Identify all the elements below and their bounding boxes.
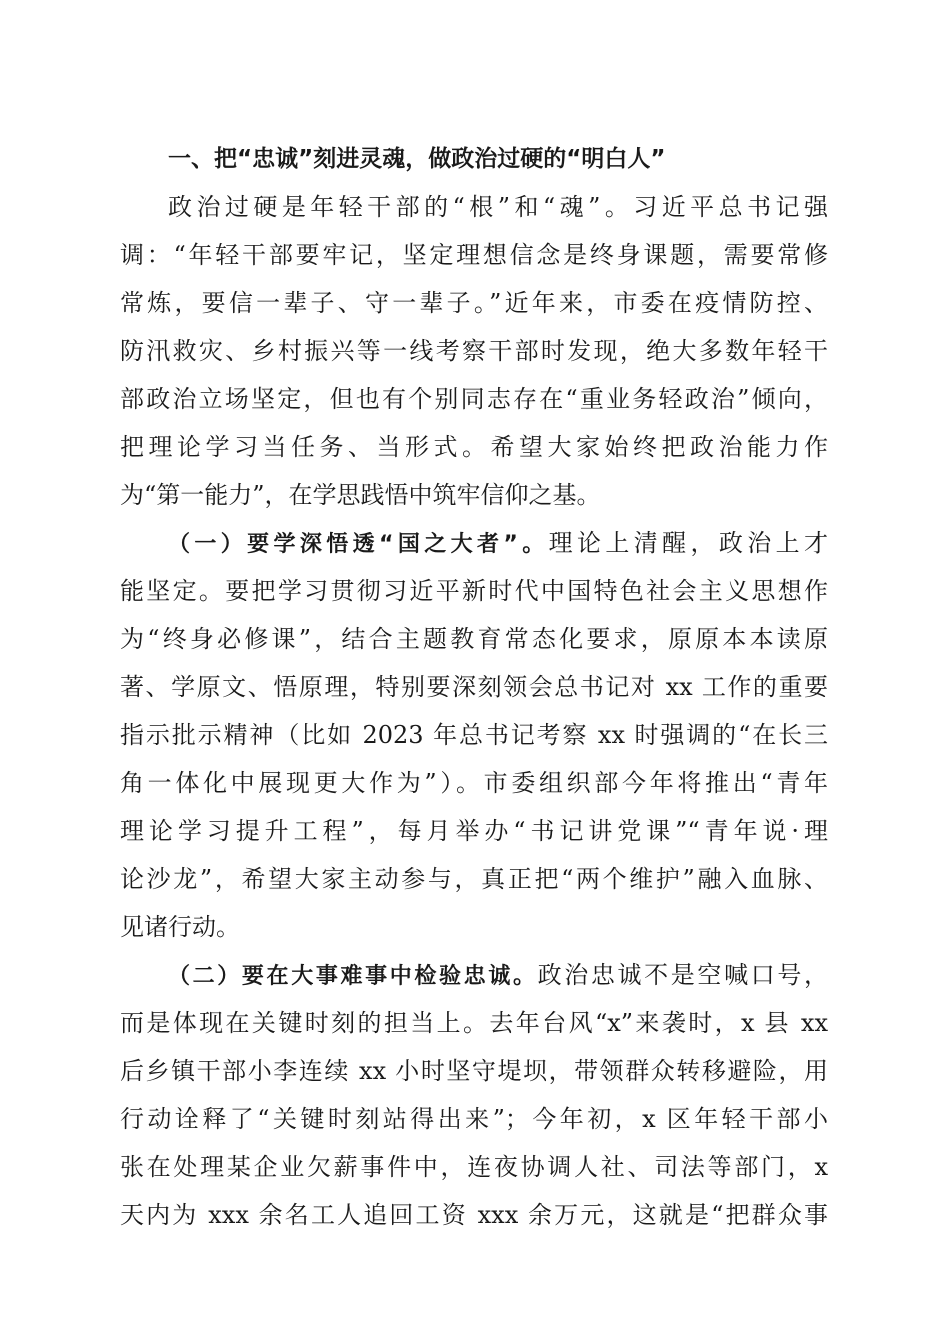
text-line: 能坚定。要把学习贯彻习近平新时代中国特色社会主义思想作 xyxy=(120,577,828,605)
subsection-heading: （一）要学深悟透“国之大者”。 xyxy=(168,532,549,557)
text-fragment: 理论上清醒，政治上才 xyxy=(548,529,828,557)
text-line xyxy=(120,519,828,567)
text-line: 部政治立场坚定，但也有个别同志存在“重业务轻政治”倾向， xyxy=(120,385,828,413)
text-line: 把理论学习当任务、当形式。希望大家始终把政治能力作 xyxy=(120,433,828,461)
subsection-heading: （二）要在大事难事中检验忠诚。 xyxy=(168,964,538,989)
paragraph-3 xyxy=(120,951,828,1239)
document-body xyxy=(120,135,828,1239)
text-line: 调：“年轻干部要牢记，坚定理想信念是终身课题，需要常修 xyxy=(120,241,828,269)
text-line xyxy=(120,951,828,999)
section-heading: 一、把“忠诚”刻进灵魂，做政治过硬的“明白人” xyxy=(168,146,666,172)
paragraph-2 xyxy=(120,519,828,951)
text-line: 论沙龙”，希望大家主动参与，真正把“两个维护”融入血脉、 xyxy=(120,865,828,893)
text-fragment: 政治忠诚不是空喊口号， xyxy=(537,961,828,989)
text-line: 指示批示精神（比如 2023 年总书记考察 xx 时强调的“在长三 xyxy=(120,721,828,749)
text-line: 为“第一能力”，在学思践悟中筑牢信仰之基。 xyxy=(120,481,601,509)
text-line: 防汛救灾、乡村振兴等一线考察干部时发现，绝大多数年轻干 xyxy=(120,337,828,365)
text-line: 著、学原文、悟原理，特别要深刻领会总书记对 xx 工作的重要 xyxy=(120,673,828,701)
text-line: 常炼，要信一辈子、守一辈子。”近年来，市委在疫情防控、 xyxy=(120,289,828,317)
paragraph-1 xyxy=(120,183,828,519)
text-line: 角一体化中展现更大作为”）。市委组织部今年将推出“青年 xyxy=(120,769,828,797)
text-line: 行动诠释了“关键时刻站得出来”；今年初，x 区年轻干部小 xyxy=(120,1105,828,1133)
text-line: 理论学习提升工程”，每月举办“书记讲党课”“青年说·理 xyxy=(120,817,828,845)
text-line: 而是体现在关键时刻的担当上。去年台风“x”来袭时，x 县 xx xyxy=(120,1009,828,1037)
text-line: 天内为 xxx 余名工人追回工资 xxx 余万元，这就是“把群众事 xyxy=(120,1201,828,1229)
text-line: 见诸行动。 xyxy=(120,913,240,941)
text-line: 张在处理某企业欠薪事件中，连夜协调人社、司法等部门，x xyxy=(120,1153,828,1181)
text-line: 后乡镇干部小李连续 xx 小时坚守堤坝，带领群众转移避险，用 xyxy=(120,1057,828,1085)
text-line: 政治过硬是年轻干部的“根”和“魂”。习近平总书记强 xyxy=(168,193,828,221)
text-line: 为“终身必修课”，结合主题教育常态化要求，原原本本读原 xyxy=(120,625,828,653)
